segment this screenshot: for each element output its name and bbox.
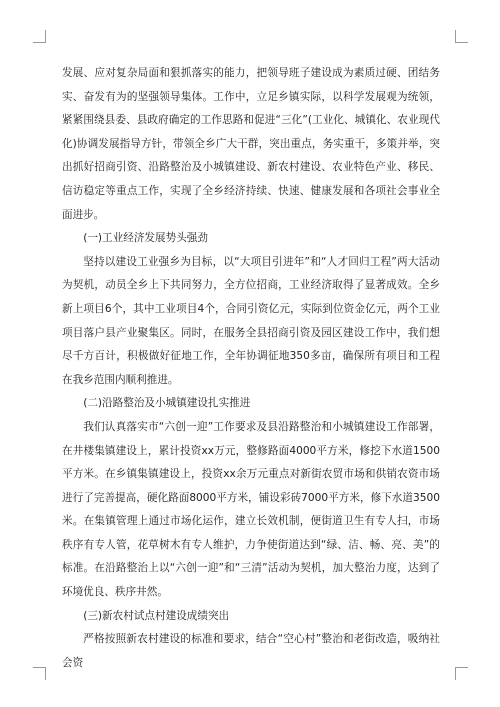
paragraph-new-village: 严格按照新农村建设的标准和要求，结合“空心村”整治和老街改造，吸纳社会资: [62, 633, 440, 669]
crop-mark-top-right: [455, 30, 468, 43]
paragraph-intro: 发展、应对复杂局面和狠抓落实的能力，把领导班子建设成为素质过硬、团结务实、奋发有为的坚强领导集体。工作中，立足乡镇实际，以科学发展观为统领，紧紧围绕县委、县政府确定的工作思路和促进“三化”(工业化、城镇化、农业现代化)协调发展指导方针，带领全乡广大干群，突出重点，务实重干，多策并举，突出抓好招商引资、沿路整治及小城镇建设、新农村建设、农业特色产业、移民、信访稳定等重点工作，实现了全乡经济持续、快速、健康发展和各项社会事业全面进步。: [62, 67, 440, 221]
paragraph-road-town: 我们认真落实市“六创一迎”工作要求及县沿路整治和小城镇建设工作部署，在井楼集镇建设上，累计投资xx万元，整修路面4000平方米，修挖下水道1500平方米。在乡镇集镇建设上，投资xx余万元重点对新街农贸市场和供销农资市场进行了完善提高，硬化路面8000平方米，铺设彩砖7000平方米，修下水道3500米。在集镇管理上通过市场化运作，建立长效机制，便街道卫生有专人扫，市场秩序有专人管，花草树木有专人维护，力争使街道达到“绿、洁、畅、亮、美”的标准。在沿路整治上以“六创一迎”和“三清”活动为契机，加大整治力度，达到了环境优良、秩序井然。: [62, 420, 440, 599]
crop-mark-top-left: [33, 30, 46, 43]
paragraph-industry: 坚持以建设工业强乡为目标，以“大项目引进年”和“人才回归工程”两大活动为契机，动员全乡上下共同努力，全方位招商，工业经济取得了显著成效。全乡新上项目6个，其中工业项目4个，合同引资亿元，实际到位资金亿元，两个工业项目落户县产业聚集区。同时，在服务全县招商引资及园区建设工作中，我们想尽千方百计，积极做好征地工作，全年协调征地350多亩，确保所有项目和工程在我乡范围内顺利推进。: [62, 255, 440, 386]
document-page: [62, 62, 440, 675]
section-heading-new-village: (三)新农村试点村建设成绩突出: [83, 609, 230, 622]
crop-mark-bottom-right: [455, 667, 468, 680]
section-heading-industry: (一)工业经济发展势头强劲: [83, 232, 208, 245]
crop-mark-bottom-left: [33, 667, 46, 680]
section-heading-road-town: (二)沿路整治及小城镇建设扎实推进: [83, 397, 251, 410]
